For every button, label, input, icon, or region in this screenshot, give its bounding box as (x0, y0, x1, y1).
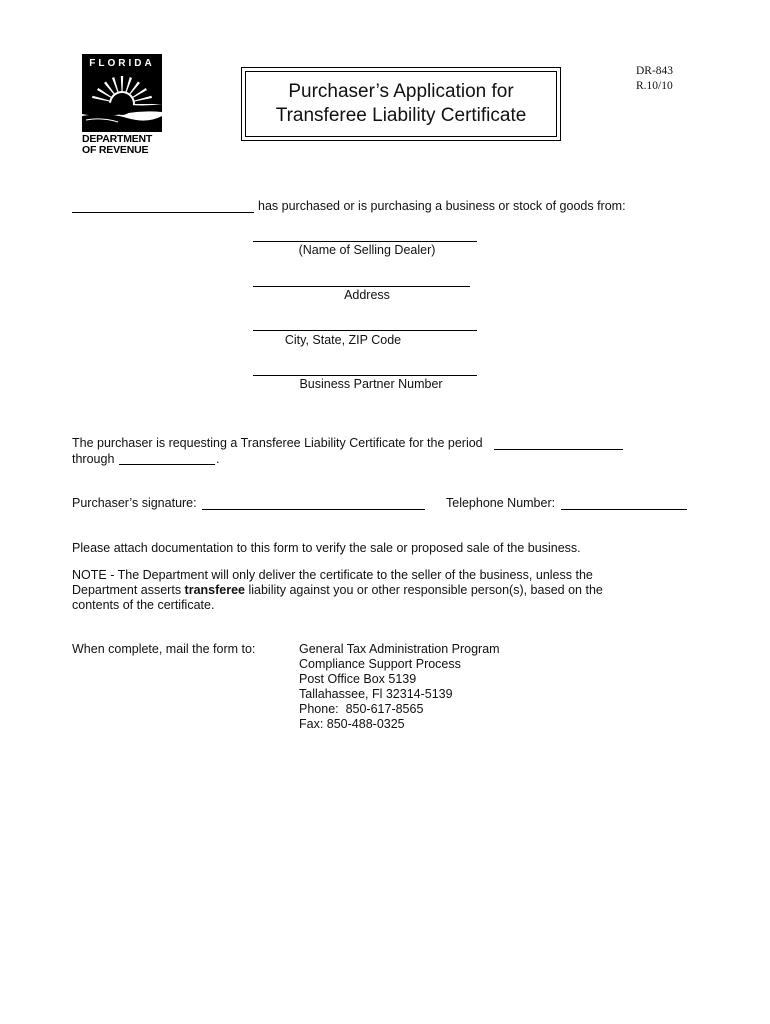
title-box-inner (245, 71, 557, 137)
seller-partner-field[interactable] (253, 375, 477, 376)
mail-address-line: Phone: 850-617-8565 (299, 702, 424, 716)
purchaser-name-field[interactable] (72, 212, 254, 213)
logo-dept-line1: DEPARTMENT (82, 133, 153, 145)
form-number: DR-843 (636, 65, 674, 77)
period-text: The purchaser is requesting a Transferee Liability Certificate for the period (72, 436, 483, 450)
florida-dor-logo (82, 54, 162, 158)
sunburst-icon (82, 54, 162, 134)
seller-address-field[interactable] (253, 286, 470, 287)
seller-name-label: (Name of Selling Dealer) (298, 243, 436, 257)
page-title-line1: Purchaser’s Application for (288, 81, 514, 102)
note-line2 (72, 583, 603, 598)
note-line2-pre: Department asserts (72, 583, 185, 597)
form-revision: R.10/10 (636, 80, 673, 92)
page-title-line2: Transferee Liability Certificate (275, 105, 527, 126)
logo-department-text (82, 134, 162, 156)
mail-address-line: Fax: 850-488-0325 (299, 717, 405, 731)
phone-label: Telephone Number: (446, 496, 556, 510)
signature-field[interactable] (202, 509, 425, 510)
phone-field[interactable] (561, 509, 687, 510)
form-id (636, 64, 673, 94)
period-through-label: through (72, 452, 115, 466)
mail-address (299, 642, 500, 732)
period-end-field[interactable] (119, 464, 215, 465)
mail-address-line: General Tax Administration Program (299, 642, 500, 656)
seller-address-label: Address (344, 288, 390, 302)
logo-state-text: FLORIDA (89, 58, 155, 69)
seller-city-field[interactable] (253, 330, 477, 331)
mail-address-line: Compliance Support Process (299, 657, 461, 671)
note-line1: NOTE - The Department will only deliver the certificate to the seller of the business, unless the (72, 568, 593, 582)
intro-text: has purchased or is purchasing a business or stock of goods from: (258, 199, 626, 213)
note-line2-post: liability against you or other responsible person(s), based on the (245, 583, 603, 597)
seller-name-field[interactable] (253, 241, 477, 242)
title-box (241, 67, 561, 141)
signature-label: Purchaser’s signature: (72, 496, 197, 510)
period-start-field[interactable] (494, 449, 623, 450)
seller-partner-label: Business Partner Number (299, 377, 443, 391)
period-end-punct: . (216, 452, 220, 466)
mail-address-line: Post Office Box 5139 (299, 672, 417, 686)
logo-dept-line2: OF REVENUE (82, 144, 149, 156)
attach-note: Please attach documentation to this form to verify the sale or proposed sale of the business. (72, 541, 581, 555)
mail-label: When complete, mail the form to: (72, 642, 256, 656)
seller-city-label: City, State, ZIP Code (284, 333, 402, 347)
mail-address-line: Tallahassee, Fl 32314-5139 (299, 687, 453, 701)
note-line3: contents of the certificate. (72, 598, 215, 612)
note-line2-bold: transferee (184, 583, 245, 597)
